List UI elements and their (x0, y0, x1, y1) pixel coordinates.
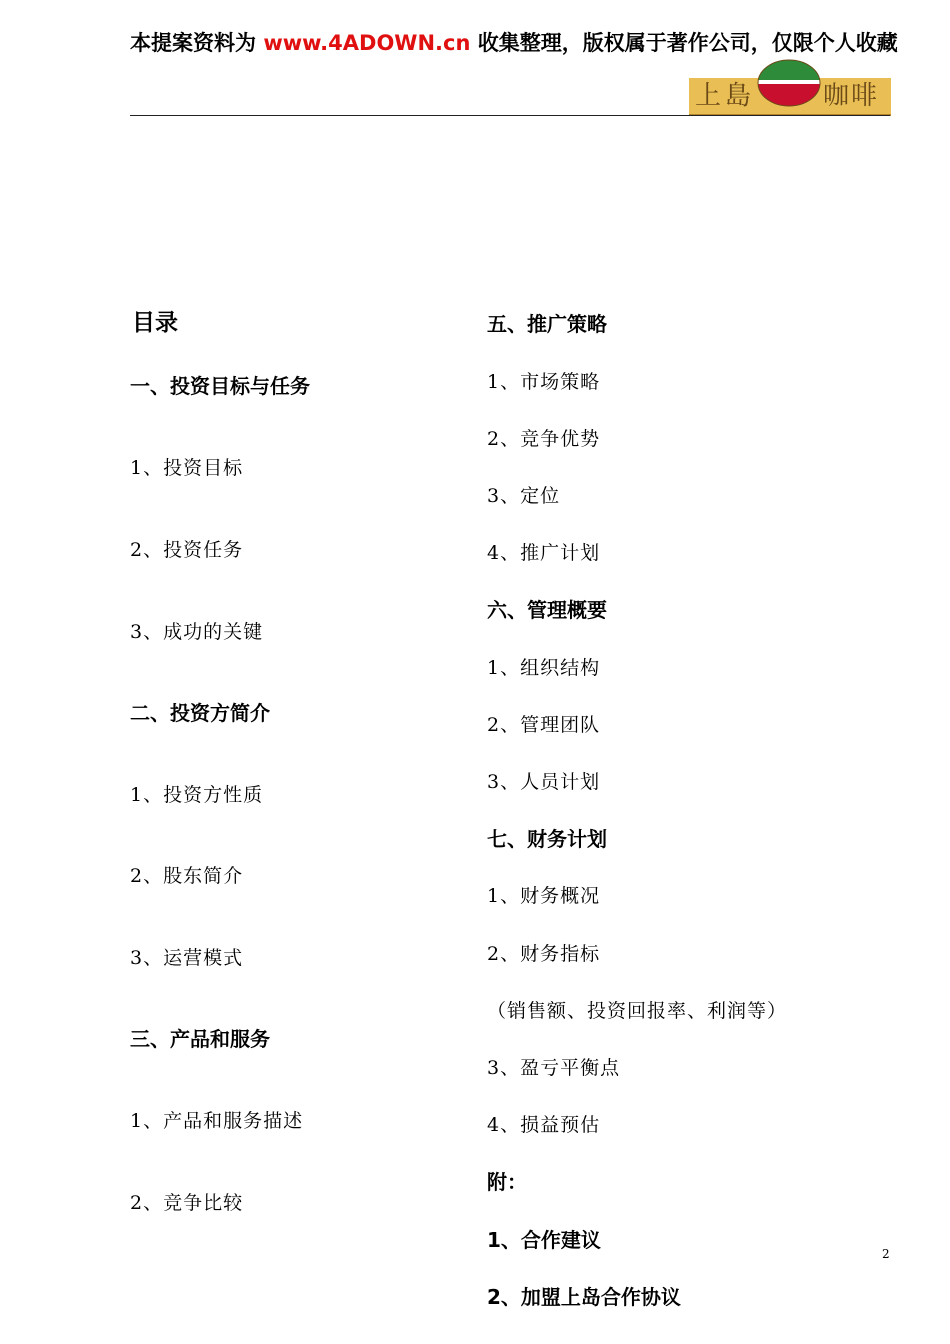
logo-left-text: 上島 (695, 81, 756, 111)
toc-heading: 2、加盟上岛合作协议 (487, 1285, 681, 1309)
banner-url-link[interactable]: www.4ADOWN.cn (263, 31, 471, 55)
toc-item: 3、运营模式 (130, 947, 244, 969)
toc-heading: 二、投资方简介 (130, 701, 270, 725)
toc-title: 目录 (132, 310, 178, 336)
toc-item: 2、竞争优势 (487, 428, 601, 450)
toc-item: 3、人员计划 (487, 771, 601, 793)
toc-item: 1、投资目标 (130, 457, 244, 479)
toc-heading: 七、财务计划 (487, 827, 607, 851)
toc-item: （销售额、投资回报率、利润等） (487, 1000, 788, 1022)
header-divider (130, 115, 890, 116)
banner-prefix: 本提案资料为 (130, 31, 256, 55)
toc-heading: 三、产品和服务 (130, 1027, 270, 1051)
toc-heading: 五、推广策略 (487, 312, 607, 336)
toc-item: 2、投资任务 (130, 539, 244, 561)
logo-right-text: 咖啡 (823, 81, 880, 111)
toc-item: 1、投资方性质 (130, 784, 264, 806)
brand-logo (689, 58, 891, 116)
coffee-bean-icon (757, 58, 821, 108)
toc-item: 3、定位 (487, 485, 561, 507)
toc-item: 2、财务指标 (487, 943, 601, 965)
toc-item: 1、市场策略 (487, 371, 601, 393)
toc-heading: 一、投资目标与任务 (130, 374, 310, 398)
toc-item: 4、推广计划 (487, 542, 601, 564)
toc-heading: 六、管理概要 (487, 598, 607, 622)
banner-suffix: 收集整理，版权属于著作公司，仅限个人收藏 (477, 31, 898, 55)
toc-item: 2、管理团队 (487, 714, 601, 736)
toc-item: 3、盈亏平衡点 (487, 1057, 621, 1079)
toc-heading: 附： (487, 1170, 527, 1194)
toc-item: 2、股东简介 (130, 865, 244, 887)
toc-item: 1、财务概况 (487, 885, 601, 907)
toc-item: 4、损益预估 (487, 1114, 601, 1136)
toc-item: 1、产品和服务描述 (130, 1110, 304, 1132)
toc-heading: 1、合作建议 (487, 1228, 601, 1252)
toc-item: 1、组织结构 (487, 657, 601, 679)
header-banner (130, 28, 950, 58)
page-number: 2 (882, 1247, 890, 1261)
toc-item: 2、竞争比较 (130, 1192, 244, 1214)
toc-item: 3、成功的关键 (130, 621, 264, 643)
